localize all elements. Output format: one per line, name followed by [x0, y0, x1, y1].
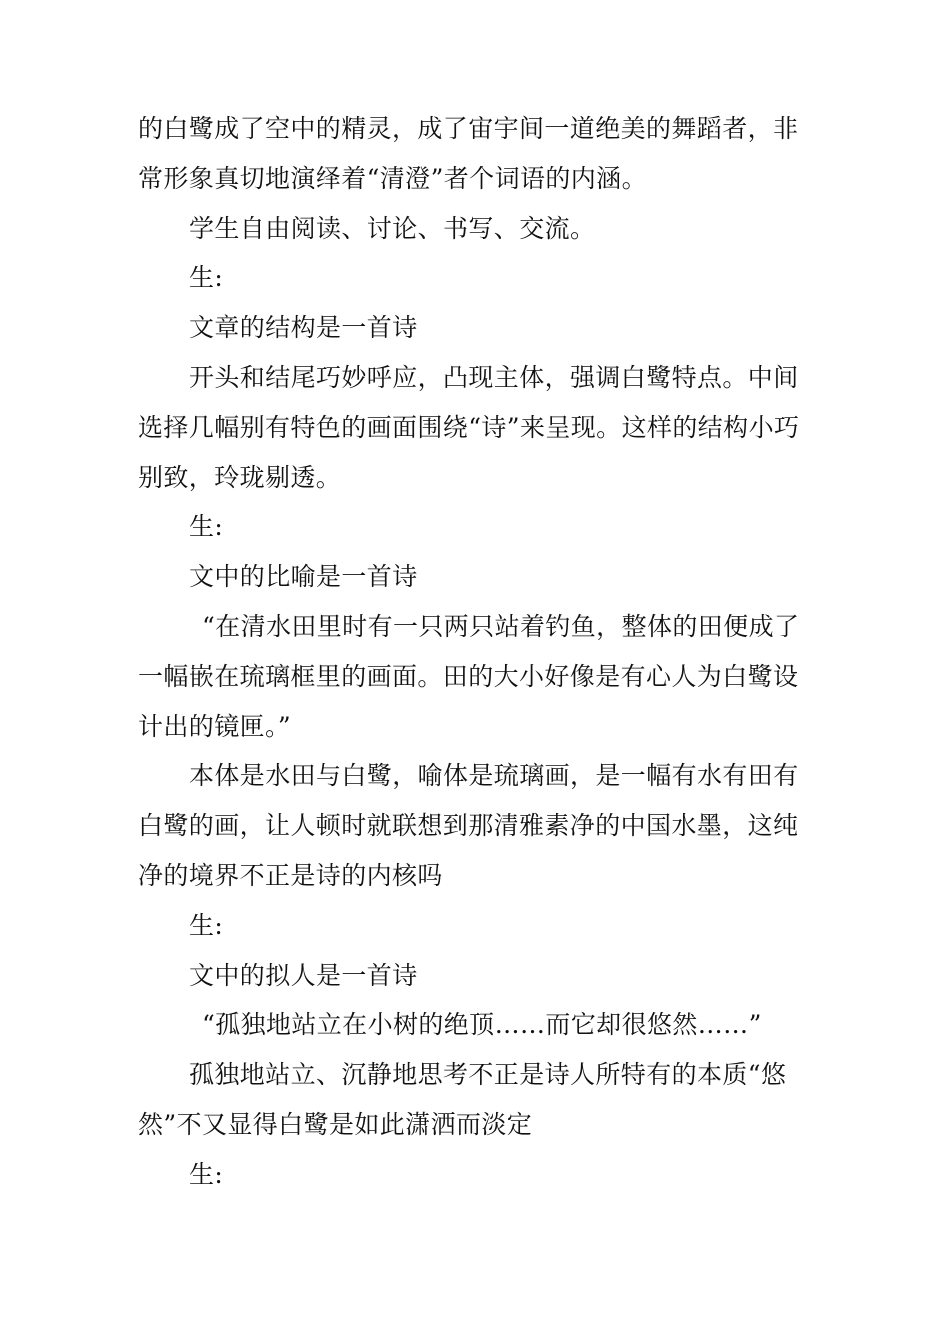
paragraph-personification-quote: “孤独地站立在小树的绝顶……而它却很悠然……” — [202, 1010, 762, 1040]
paragraph-activity: 学生自由阅读、讨论、书写、交流。 — [189, 213, 596, 243]
paragraph-structure-heading: 文章的结构是一首诗 — [189, 313, 418, 343]
paragraph-student-label: 生: — [189, 263, 224, 293]
paragraph-metaphor-analysis: 本体是水田与白鹭，喻体是琉璃画，是一幅有水有田有白鹭的画，让人顿时就联想到那清雅素净的中国水墨，这纯净的境界不正是诗的内核吗 — [138, 761, 799, 890]
paragraph-personification-analysis: 孤独地站立、沉静地思考不正是诗人所特有的本质“悠然”不又显得白鹭是如此潇洒而淡定 — [138, 1060, 787, 1139]
paragraph-metaphor-heading: 文中的比喻是一首诗 — [189, 562, 418, 592]
paragraph-student-label: 生: — [189, 1159, 224, 1189]
paragraph-metaphor-quote: “在清水田里时有一只两只站着钓鱼，整体的田便成了一幅嵌在琉璃框里的画面。田的大小好像是有心人为白鹭设计出的镜匣。” — [138, 611, 800, 741]
paragraph-personification-heading: 文中的拟人是一首诗 — [189, 960, 418, 990]
paragraph-structure-body: 开头和结尾巧妙呼应，凸现主体，强调白鹭特点。中间选择几幅别有特色的画面围绕“诗”来呈现。这样的结构小巧别致，玲珑剔透。 — [138, 362, 800, 492]
paragraph-student-label: 生: — [189, 910, 224, 940]
paragraph-continuation: 的白鹭成了空中的精灵，成了宙宇间一道绝美的舞蹈者，非常形象真切地演绎着“清澄”者个词语的内涵。 — [138, 114, 799, 193]
document-body — [138, 104, 818, 1200]
paragraph-student-label: 生: — [189, 512, 224, 542]
